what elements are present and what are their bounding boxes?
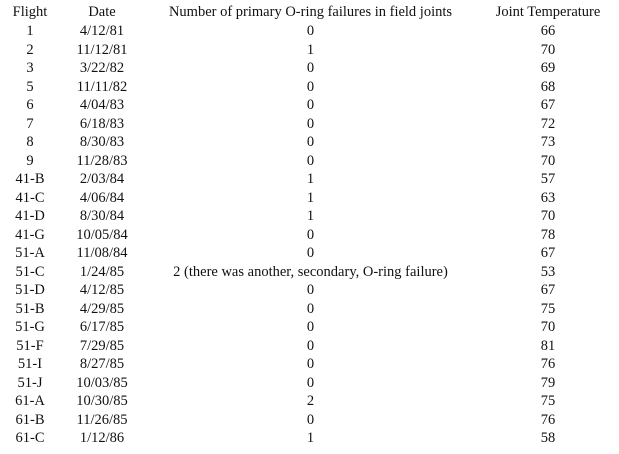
table-header	[0, 2, 619, 22]
table-row	[0, 337, 619, 356]
cell-date: 4/12/81	[79, 23, 125, 39]
cell-flight: 51-A	[15, 245, 45, 261]
cell-temperature: 70	[540, 319, 556, 335]
cell-date: 10/30/85	[76, 393, 128, 409]
cell-failures: 2 (there was another, secondary, O-ring failure)	[173, 263, 448, 280]
cell-flight: 1	[26, 23, 34, 39]
cell-temperature: 58	[540, 430, 556, 446]
cell-flight: 41-B	[15, 171, 45, 187]
table-row	[0, 78, 619, 97]
cell-date: 11/26/85	[76, 411, 128, 428]
cell-temperature: 73	[540, 134, 556, 150]
cell-temperature: 76	[540, 356, 556, 372]
cell-failures: 0	[306, 152, 315, 169]
cell-temperature: 81	[540, 337, 556, 354]
cell-date: 4/04/83	[79, 97, 125, 113]
cell-temperature: 66	[540, 23, 556, 39]
cell-temperature: 67	[540, 245, 556, 261]
cell-flight: 51-I	[17, 356, 43, 372]
table-row	[0, 244, 619, 263]
cell-flight: 51-F	[16, 337, 44, 354]
cell-date: 6/18/83	[79, 115, 125, 132]
cell-failures: 1	[306, 189, 315, 206]
cell-flight: 7	[26, 115, 34, 132]
cell-flight: 6	[26, 97, 34, 113]
cell-flight: 51-G	[15, 319, 45, 335]
cell-date: 2/03/84	[79, 171, 125, 187]
cell-flight: 61-C	[15, 430, 45, 446]
cell-temperature: 63	[540, 189, 556, 206]
cell-temperature: 70	[540, 208, 556, 224]
cell-failures: 0	[306, 300, 315, 317]
cell-failures: 2	[306, 393, 315, 409]
cell-date: 6/17/85	[79, 319, 125, 335]
cell-failures: 0	[306, 319, 315, 335]
cell-date: 1/12/86	[79, 430, 125, 446]
table-row	[0, 411, 619, 430]
table-row	[0, 170, 619, 189]
table-row	[0, 59, 619, 78]
cell-date: 4/12/85	[79, 282, 125, 298]
table-row	[0, 300, 619, 319]
header-row	[0, 2, 619, 22]
table-row	[0, 318, 619, 337]
cell-date: 8/30/84	[79, 208, 125, 224]
table-row	[0, 133, 619, 152]
table-row	[0, 226, 619, 245]
cell-failures: 0	[306, 134, 315, 150]
table-row	[0, 355, 619, 374]
cell-failures: 0	[306, 374, 315, 391]
cell-flight: 8	[26, 134, 34, 150]
cell-date: 8/30/83	[79, 134, 125, 150]
cell-temperature: 69	[540, 60, 556, 76]
table-body	[0, 22, 619, 448]
cell-flight: 2	[26, 41, 34, 58]
cell-date: 11/28/83	[76, 152, 128, 169]
header-failures: Number of primary O-ring failures in field joints	[168, 3, 453, 20]
cell-failures: 0	[306, 337, 315, 354]
cell-flight: 3	[26, 60, 34, 76]
cell-temperature: 79	[540, 374, 556, 391]
cell-flight: 51-J	[17, 374, 43, 391]
cell-flight: 41-D	[15, 208, 45, 224]
cell-date: 3/22/82	[79, 60, 125, 76]
table-row	[0, 189, 619, 208]
cell-flight: 61-A	[15, 393, 45, 409]
cell-failures: 0	[306, 226, 315, 243]
cell-failures: 0	[306, 411, 315, 428]
cell-date: 4/29/85	[79, 300, 125, 317]
cell-flight: 51-B	[15, 300, 45, 317]
cell-failures: 0	[306, 78, 315, 95]
cell-failures: 0	[306, 245, 315, 261]
cell-failures: 1	[306, 41, 315, 58]
cell-flight: 41-G	[15, 226, 45, 243]
cell-temperature: 68	[540, 78, 556, 95]
cell-temperature: 67	[540, 282, 556, 298]
table-row	[0, 115, 619, 134]
cell-temperature: 53	[540, 263, 556, 280]
cell-flight: 51-C	[15, 263, 45, 280]
cell-date: 11/08/84	[76, 245, 128, 261]
table-row	[0, 392, 619, 411]
cell-date: 11/11/82	[76, 78, 128, 95]
oring-failure-table	[0, 2, 619, 448]
cell-failures: 1	[306, 171, 315, 187]
cell-temperature: 67	[540, 97, 556, 113]
table-row	[0, 41, 619, 60]
cell-date: 11/12/81	[76, 41, 128, 58]
table-row	[0, 374, 619, 393]
cell-flight: 9	[26, 152, 34, 169]
cell-date: 7/29/85	[79, 337, 125, 354]
table-row	[0, 22, 619, 41]
cell-flight: 61-B	[15, 411, 45, 428]
cell-temperature: 70	[540, 152, 556, 169]
table-row	[0, 96, 619, 115]
table-row	[0, 152, 619, 171]
header-date: Date	[88, 3, 116, 20]
cell-date: 10/03/85	[76, 374, 128, 391]
cell-temperature: 72	[540, 115, 556, 132]
cell-temperature: 75	[540, 300, 556, 317]
cell-failures: 0	[306, 282, 315, 298]
cell-flight: 5	[26, 78, 34, 95]
cell-date: 10/05/84	[76, 226, 128, 243]
table-row	[0, 263, 619, 282]
cell-failures: 1	[306, 430, 315, 446]
cell-failures: 0	[306, 115, 315, 132]
cell-date: 1/24/85	[79, 263, 125, 280]
table-row	[0, 429, 619, 448]
cell-temperature: 76	[540, 411, 556, 428]
cell-failures: 0	[306, 23, 315, 39]
table-row	[0, 281, 619, 300]
cell-flight: 51-D	[15, 282, 45, 298]
cell-temperature: 70	[540, 41, 556, 58]
cell-failures: 0	[306, 97, 315, 113]
cell-date: 8/27/85	[79, 356, 125, 372]
cell-temperature: 78	[540, 226, 556, 243]
cell-failures: 1	[306, 208, 315, 224]
cell-failures: 0	[306, 60, 315, 76]
cell-flight: 41-C	[15, 189, 45, 206]
header-flight: Flight	[12, 3, 48, 20]
cell-temperature: 75	[540, 393, 556, 409]
cell-date: 4/06/84	[79, 189, 125, 206]
cell-temperature: 57	[540, 171, 556, 187]
cell-failures: 0	[306, 356, 315, 372]
table-row	[0, 207, 619, 226]
header-temperature: Joint Temperature	[495, 3, 601, 20]
